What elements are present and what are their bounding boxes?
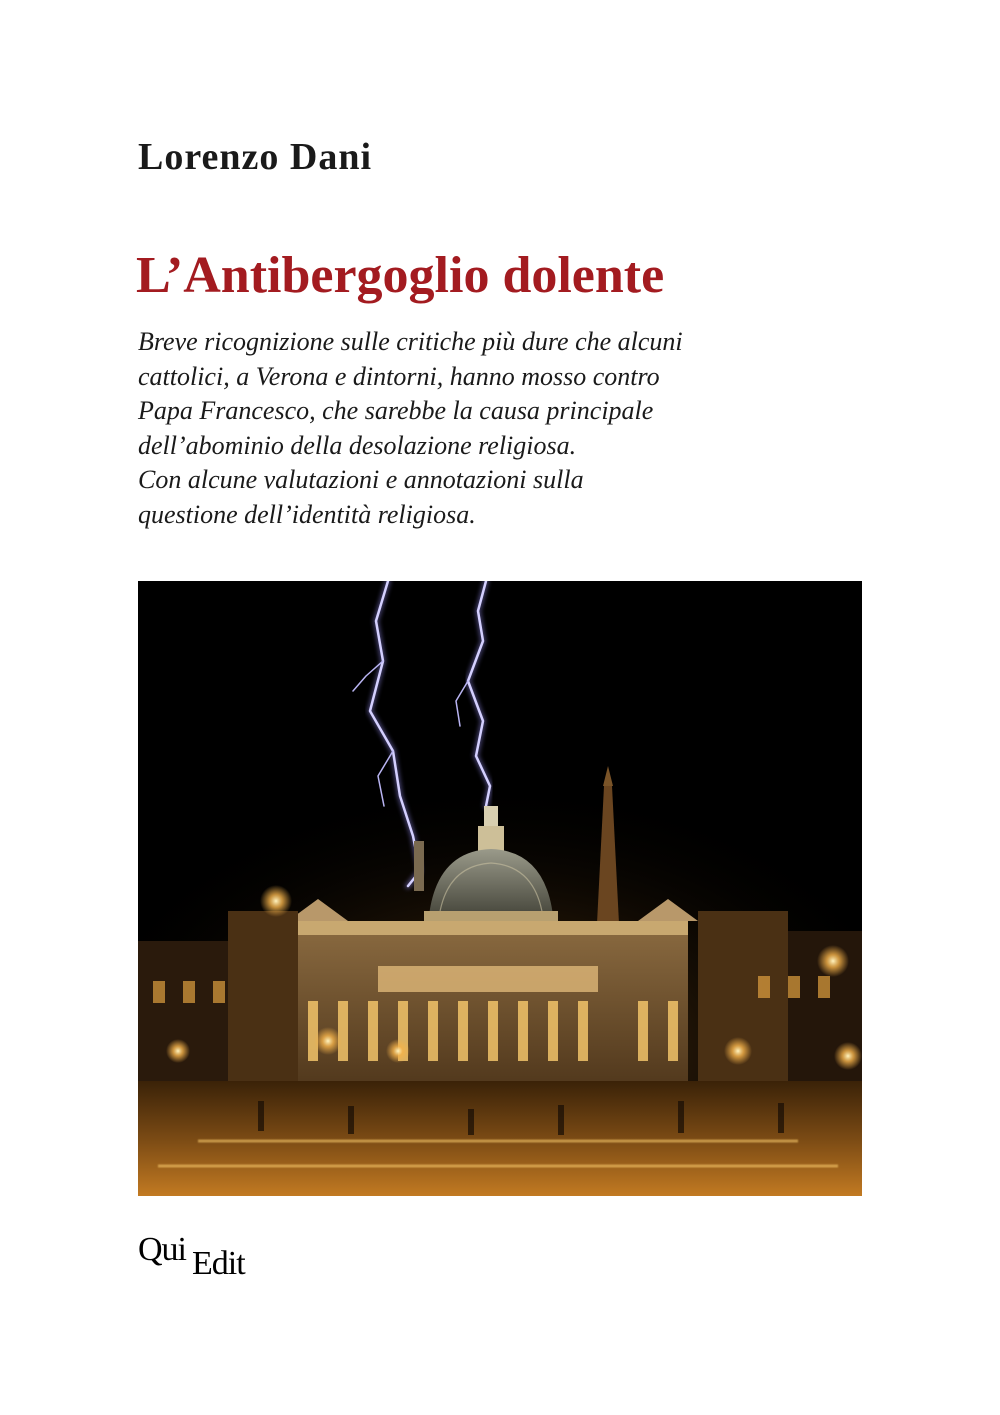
subtitle-line: Breve ricognizione sulle critiche più dure che alcuni	[138, 327, 683, 356]
book-title: L’Antibergoglio dolente	[136, 247, 665, 304]
subtitle-line: questione dell’identità religiosa.	[138, 499, 476, 529]
subtitle-line: Con alcune valutazioni e annotazioni sulla	[138, 465, 584, 494]
publisher-logo-part-edit: Edit	[192, 1245, 245, 1282]
book-subtitle	[138, 325, 838, 532]
st-peters-night-lightning-image	[138, 581, 862, 1196]
subtitle-line: cattolici, a Verona e dintorni, hanno mosso contro	[138, 361, 660, 391]
publisher-logo	[138, 1232, 278, 1292]
subtitle-line: dell’abominio della desolazione religiosa.	[138, 430, 577, 460]
cover-photo	[138, 581, 862, 1196]
publisher-logo-part-qui: Qui	[138, 1231, 186, 1268]
subtitle-line: Papa Francesco, che sarebbe la causa principale	[138, 396, 654, 425]
author-name: Lorenzo Dani	[138, 136, 373, 178]
